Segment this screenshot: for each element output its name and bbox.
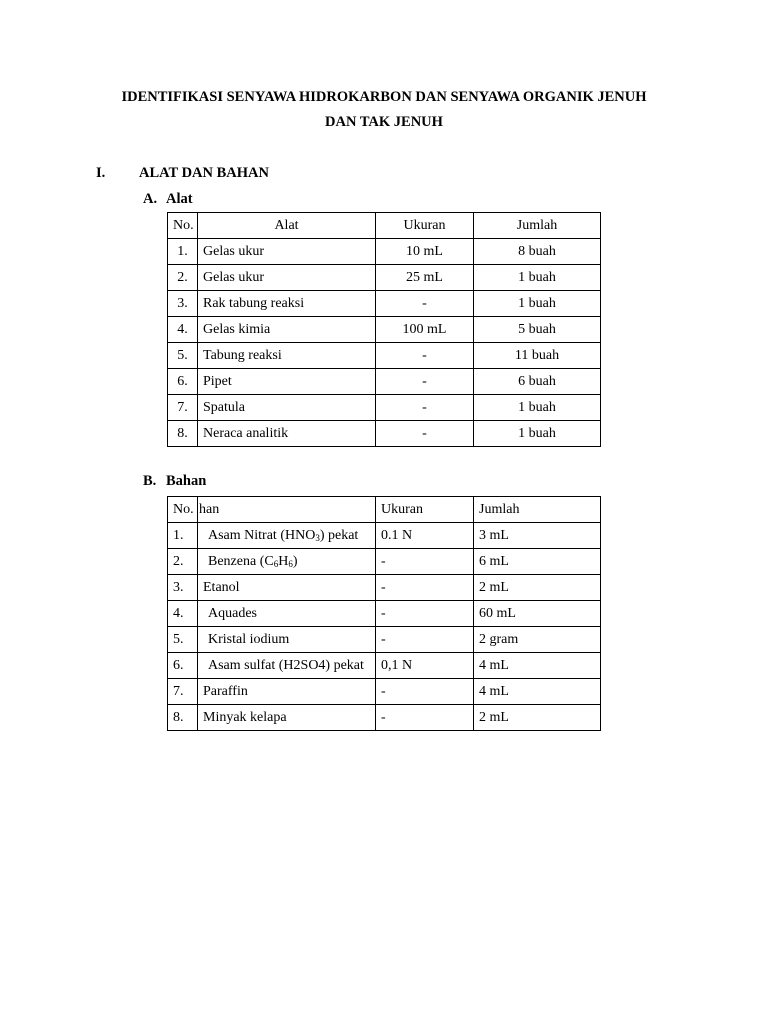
subscript-text: 6 — [273, 558, 279, 569]
cell-alat: Spatula — [198, 395, 376, 421]
name-text: ) — [292, 553, 298, 569]
header-alat: Alat — [198, 213, 376, 239]
table-row — [168, 421, 601, 447]
table-row — [168, 291, 601, 317]
header-bahan: han — [198, 497, 376, 523]
table-row — [168, 679, 601, 705]
cell-ukuran: - — [376, 575, 474, 601]
cell-bahan — [198, 653, 376, 679]
subscript-text: 6 — [288, 558, 293, 569]
cell-ukuran: - — [376, 421, 474, 447]
header-no-text: No. — [173, 501, 194, 517]
cell-no: 2. — [168, 549, 198, 575]
cell-bahan — [198, 705, 376, 731]
header-no: No. — [168, 213, 198, 239]
header-jumlah: Jumlah — [474, 497, 601, 523]
name-text: Asam Nitrat (HNO — [208, 527, 316, 543]
cell-jumlah: 4 mL — [474, 653, 601, 679]
cell-no: 1. — [168, 239, 198, 265]
header-jumlah: Jumlah — [474, 213, 601, 239]
name-text: Minyak kelapa — [203, 709, 287, 725]
cell-jumlah: 1 buah — [474, 265, 601, 291]
name-text: Paraffin — [203, 683, 248, 699]
cell-no: 3. — [168, 575, 198, 601]
cell-ukuran: 25 mL — [376, 265, 474, 291]
table-row — [168, 601, 601, 627]
cell-alat: Neraca analitik — [198, 421, 376, 447]
cell-ukuran: - — [376, 679, 474, 705]
cell-jumlah: 3 mL — [474, 523, 601, 549]
cell-bahan — [198, 523, 376, 549]
name-text: Asam sulfat (H2SO4) pekat — [208, 657, 364, 673]
cell-jumlah: 5 buah — [474, 317, 601, 343]
bahan-table — [167, 496, 601, 731]
cell-jumlah: 2 mL — [474, 705, 601, 731]
cell-bahan — [198, 679, 376, 705]
cell-ukuran: 10 mL — [376, 239, 474, 265]
cell-bahan — [198, 601, 376, 627]
table-row — [168, 523, 601, 549]
table-row — [168, 239, 601, 265]
table-row — [168, 317, 601, 343]
table-row — [168, 343, 601, 369]
subsection-letter: B. — [143, 473, 157, 489]
cell-no: 7. — [168, 679, 198, 705]
cell-ukuran: - — [376, 343, 474, 369]
cell-jumlah: 2 mL — [474, 575, 601, 601]
cell-ukuran: - — [376, 369, 474, 395]
section-number: I. — [96, 165, 106, 181]
section-label: ALAT DAN BAHAN — [139, 165, 269, 181]
cell-no: 8. — [168, 705, 198, 731]
cell-jumlah: 4 mL — [474, 679, 601, 705]
subsection-label: Alat — [166, 191, 193, 207]
cell-no: 4. — [168, 317, 198, 343]
cell-alat: Gelas ukur — [198, 265, 376, 291]
cell-jumlah: 11 buah — [474, 343, 601, 369]
cell-ukuran: - — [376, 549, 474, 575]
cell-ukuran: 0,1 N — [376, 653, 474, 679]
cell-jumlah: 1 buah — [474, 421, 601, 447]
cell-bahan — [198, 575, 376, 601]
table-row — [168, 265, 601, 291]
subsection-alat-heading — [143, 191, 193, 208]
name-text: Aquades — [208, 605, 257, 621]
name-text: Kristal iodium — [208, 631, 290, 647]
subscript-text: 3 — [315, 532, 320, 543]
cell-no: 2. — [168, 265, 198, 291]
table-row — [168, 369, 601, 395]
cell-no: 6. — [168, 369, 198, 395]
cell-alat: Rak tabung reaksi — [198, 291, 376, 317]
cell-alat: Gelas kimia — [198, 317, 376, 343]
cell-jumlah: 1 buah — [474, 395, 601, 421]
cell-ukuran: 0.1 N — [376, 523, 474, 549]
cell-jumlah: 60 mL — [474, 601, 601, 627]
header-ukuran: Ukuran — [376, 213, 474, 239]
table-row — [168, 653, 601, 679]
subsection-bahan-heading — [143, 473, 206, 490]
alat-table — [167, 212, 601, 447]
cell-no: 1. — [168, 523, 198, 549]
header-no — [168, 497, 198, 523]
table-row — [168, 627, 601, 653]
cell-bahan — [198, 549, 376, 575]
cell-ukuran: - — [376, 291, 474, 317]
name-text: ) pekat — [319, 527, 359, 543]
cell-ukuran: 100 mL — [376, 317, 474, 343]
cell-ukuran: - — [376, 601, 474, 627]
name-text: Benzena (C — [208, 553, 274, 569]
cell-alat: Tabung reaksi — [198, 343, 376, 369]
cell-no: 4. — [168, 601, 198, 627]
document-title-line-2: DAN TAK JENUH — [325, 114, 443, 130]
table-row — [168, 705, 601, 731]
table-header-row — [168, 213, 601, 239]
name-text: Etanol — [203, 579, 240, 595]
name-text: H — [278, 553, 289, 569]
header-ukuran: Ukuran — [376, 497, 474, 523]
cell-jumlah: 6 buah — [474, 369, 601, 395]
cell-ukuran: - — [376, 627, 474, 653]
cell-jumlah: 8 buah — [474, 239, 601, 265]
cell-no: 3. — [168, 291, 198, 317]
section-heading — [96, 165, 269, 182]
subsection-label: Bahan — [166, 473, 207, 489]
cell-no: 7. — [168, 395, 198, 421]
table-row — [168, 395, 601, 421]
cell-jumlah: 1 buah — [474, 291, 601, 317]
cell-alat: Gelas ukur — [198, 239, 376, 265]
cell-ukuran: - — [376, 395, 474, 421]
cell-ukuran: - — [376, 705, 474, 731]
table-row — [168, 549, 601, 575]
table-row — [168, 575, 601, 601]
cell-jumlah: 2 gram — [474, 627, 601, 653]
cell-alat: Pipet — [198, 369, 376, 395]
document-title-line-1: IDENTIFIKASI SENYAWA HIDROKARBON DAN SENYAWA ORGANIK JENUH — [121, 89, 647, 105]
cell-no: 5. — [168, 627, 198, 653]
cell-no: 8. — [168, 421, 198, 447]
table-header-row — [168, 497, 601, 523]
cell-no: 6. — [168, 653, 198, 679]
cell-bahan — [198, 627, 376, 653]
subsection-letter: A. — [143, 191, 158, 207]
cell-no: 5. — [168, 343, 198, 369]
cell-jumlah: 6 mL — [474, 549, 601, 575]
